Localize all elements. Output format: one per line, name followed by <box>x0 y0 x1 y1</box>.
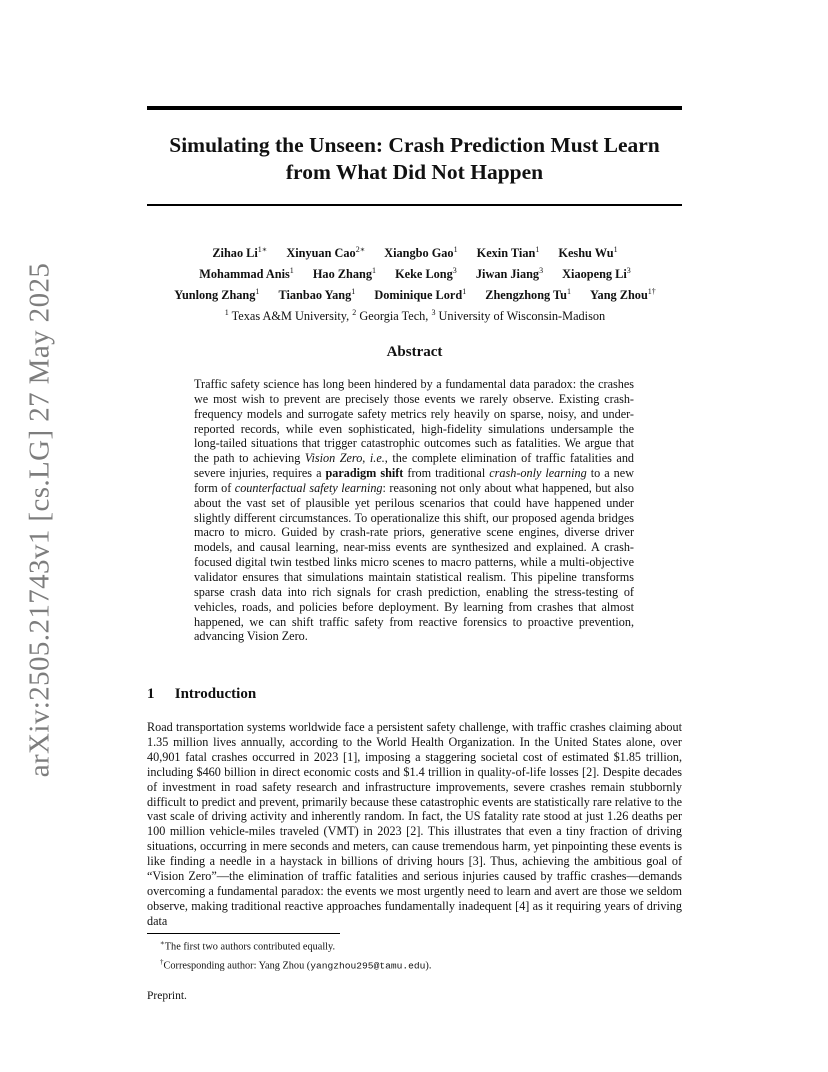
introduction-paragraph: Road transportation systems worldwide face a persistent safety challenge, with traffic crashes claiming about 1.35 million lives annually, according to the World Health Organization. In the United States alone, over 40,901 fatal crashes occurred in 2023 [1], imposing a staggering societal cost of estimated $1.85 trillion, including $460 billion in direct economic costs and $1.4 trillion in quality-of-life losses [2]. Despite decades of investment in road safety research and infrastructure improvements, severe crashes remain stubbornly difficult to predict and prevent, primarily because these catastrophic events are statistically rare relative to the vast scale of driving activity and inherently random. In fact, the US fatality rate stood at just 1.26 deaths per 100 million vehicle-miles traveled (VMT) in 2023 [2]. This illustrates that even a tiny fraction of driving situations, occurring in mere seconds and meters, can cause tremendous harm, yet pinpointing these events is like finding a needle in a haystack in billions of driving hours [3]. Thus, achieving the ambitious goal of “Vision Zero”—the elimination of traffic fatalities and serious injuries caused by traffic crashes—demands overcoming a fundamental paradox: the events we most urgently need to learn and avert are those we seldom observe, making traditional reactive approaches fundamentally inadequent [4] as it requiring years of driving data <box>147 720 682 928</box>
footnote-1: ∗The first two authors contributed equally. <box>160 939 336 953</box>
author: Tianbao Yang$^1$ <box>278 287 356 303</box>
author-block <box>120 241 710 325</box>
author-row-3 <box>120 283 710 304</box>
preprint-label: Preprint. <box>147 990 187 1002</box>
author: Yunlong Zhang$^1$ <box>174 287 260 303</box>
author: Hao Zhang$^1$ <box>312 266 376 282</box>
paper-title <box>147 132 682 186</box>
footnotes <box>160 936 680 974</box>
author: Dominique Lord$^1$ <box>374 287 467 303</box>
title-line-2: from What Did Not Happen <box>285 160 544 184</box>
section-title: Introduction <box>174 686 257 702</box>
title-line-1: Simulating the Unseen: Crash Prediction Must Learn <box>169 133 660 157</box>
introduction-body <box>147 720 682 929</box>
author: Mohammad Anis$^1$ <box>199 266 294 282</box>
author: Xinyuan Cao$^{2∗}$ <box>286 245 366 261</box>
author: Zhengzhong Tu$^1$ <box>485 287 571 303</box>
title-top-rule <box>147 106 682 110</box>
abstract-paragraph: Traffic safety science has long been hindered by a fundamental data paradox: the crashes we most wish to prevent are precisely those events we rarely observe. Existing crash-frequency models and surrogate safety metrics rely heavily on sparse, noisy, and under-reported records, while even sophisticated, high-fidelity simulations undersample the long-tailed situations that trigger catastrophic outcomes such as fatalities. We argue that the path to achieving Vision Zero, i.e., the complete elimination of traffic fatalities and severe injuries, requires a paradigm shift from traditional crash-only learning to a new form of counterfactual safety learning: reasoning not only about what happened, but also about the vast set of plausible yet perilous scenarios that could have happened under slightly different circumstances. To operationalize this shift, our proposed agenda bridges macro to micro. Guided by crash-rate priors, generative scene engines, diverse driver models, and causal learning, near-miss events are synthesized and explained. A crash-focused digital twin testbed links micro scenes to macro patterns, while a multi-objective validator ensures that simulations maintain statistical realism. This pipeline transforms sparse crash data into rich signals for crash prediction, enabling the stress-testing of vehicles, roads, and policies before deployment. By learning from crashes that almost happened, we can shift traffic safety from reactive forensics to proactive prevention, advancing Vision Zero. <box>194 377 635 644</box>
author: Kexin Tian$^1$ <box>476 245 540 261</box>
abstract-body <box>194 377 634 644</box>
arxiv-identifier: arXiv:2505.21743v1 [cs.LG] 27 May 2025 <box>23 262 56 778</box>
author: Zihao $Li^{1∗}$ <box>212 245 268 261</box>
author: Yang Zhou$^{1\dagger}$ <box>590 287 656 303</box>
author: Xiaopeng Li$^3$ <box>562 266 631 282</box>
abstract-heading: Abstract <box>386 344 443 360</box>
section-number: 1 <box>147 686 155 702</box>
section-heading-introduction <box>147 686 256 703</box>
footnote-2: †Corresponding author: Yang Zhou (yangzhou295@tamu.edu). <box>160 958 432 972</box>
affiliations: $^1$ Texas A&M University, $^2$ Georgia Tech, $^3$ University of Wisconsin-Madison <box>224 308 606 324</box>
corresponding-email[interactable]: yangzhou295@tamu.edu <box>310 960 426 972</box>
author: Xiangbo Gao$^1$ <box>384 245 458 261</box>
author: Keshu Wu$^1$ <box>558 245 618 261</box>
author-row-2 <box>120 262 710 283</box>
footnote-rule <box>147 933 340 934</box>
title-bottom-rule <box>147 204 682 206</box>
author: Keke Long$^3$ <box>395 266 457 282</box>
author-row-1 <box>120 241 710 262</box>
author: Jiwan Jiang$^3$ <box>475 266 544 282</box>
